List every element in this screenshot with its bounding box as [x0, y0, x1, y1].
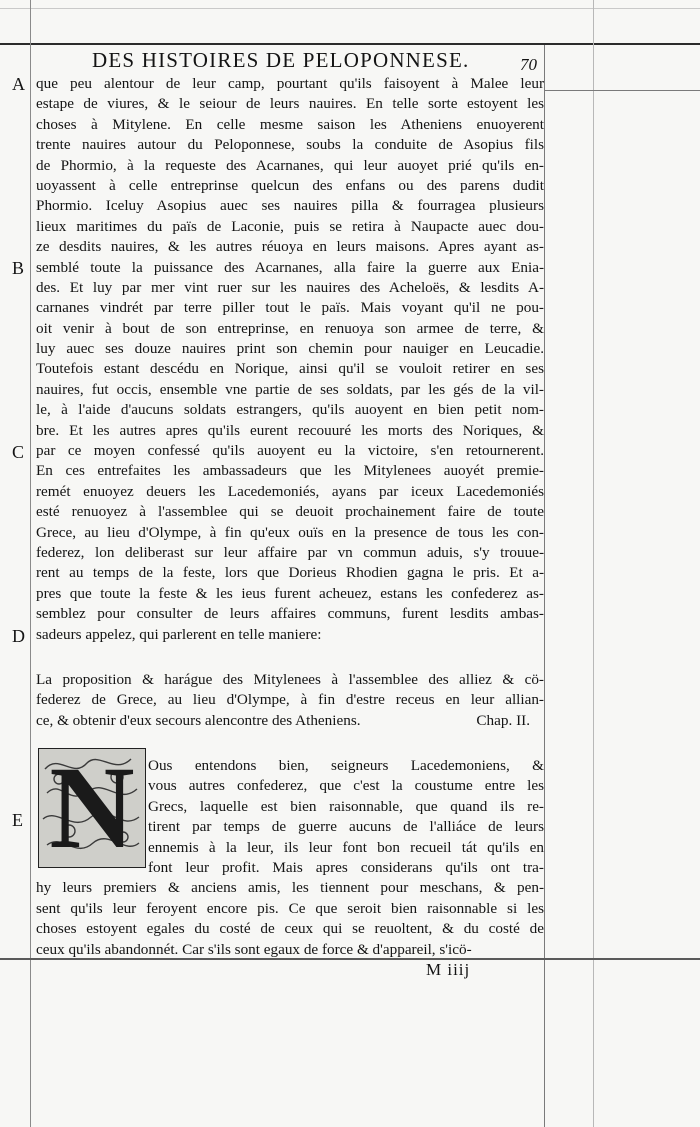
- text-line: ennemis à la leur, ils leur font bon recueil tát qu'ils en: [148, 838, 544, 856]
- text-line: federez, lon deliberast sur leur affaire par vn commun aduis, s'y trouue-: [36, 543, 544, 561]
- text-line: Toutefois estant descédu en Norique, ainsi qu'il se vouloit retirer en ses: [36, 360, 544, 378]
- text-line: des. Et luy par mer vint ruer sur les nauires des Acheloës, & lesdits A-: [36, 278, 544, 296]
- text-line: Phormio. Iceluy Asopius auec ses nauires pilla & fourragea plusieurs: [36, 197, 544, 215]
- text-line: le, à l'aide d'aucuns soldats estrangers, qu'ils auoyent en bien petit nom-: [36, 401, 544, 419]
- margin-letter-c: C: [12, 442, 25, 462]
- text-line: vous autres confederez, que c'est la coustume entre les: [148, 777, 544, 795]
- text-line: nauires, fut occis, ensemble vne partie de ses soldats, par les gés de la vil-: [36, 380, 544, 398]
- text-line: sent qu'ils leur feroyent encore pis. Ce que seroit bien raisonnable si les: [36, 899, 544, 917]
- text-line: choses estoyent egales du costé de ceux qui se reuoltent, & du costé de: [36, 920, 544, 938]
- margin-letter-d: D: [12, 626, 25, 646]
- text-line: semblez pour consulter de leurs affaires communs, furent lesdits ambas-: [36, 605, 544, 623]
- right-margin-rule: [544, 45, 545, 1127]
- body-text: [36, 74, 544, 645]
- text-line: carnanes vindrét par terre piller tout le païs. Mais voyant qu'il ne pou-: [36, 299, 544, 317]
- text-line: bre. Et les autres apres qu'ils eurent recouuré les morts des Noriques, &: [36, 421, 544, 439]
- dropcap-letter: N: [49, 748, 135, 868]
- text-line: que peu alentour de leur camp, pourtant qu'ils faisoyent à Malee leur: [36, 75, 544, 92]
- oration-text: [36, 756, 544, 960]
- margin-letter-a: A: [12, 74, 25, 94]
- text-line: rent au temps de la feste, lors que Dorieus Rhodien gagna le pris. Et a-: [36, 564, 544, 582]
- text-line: federez de Grece, au lieu d'Olympe, à fin d'estre receus en leur allian-: [36, 691, 544, 709]
- margin-letter-b: B: [12, 258, 25, 278]
- text-line: En ces entrefaites les ambassadeurs que les Mitylenees auoyét premie-: [36, 462, 544, 480]
- text-line: oit venir à bout de son entreprinse, en renuoya son armee de terre, &: [36, 319, 544, 337]
- text-line: luy auec ses douze nauires print son chemin pour nauiger en Leucadie.: [36, 340, 544, 358]
- text-line: choses à Mitylene. En celle mesme saison les Atheniens enuoyerent: [36, 115, 544, 133]
- text-line: Ous entendons bien, seigneurs Lacedemoniens, &: [148, 757, 544, 774]
- text-line: de Phormio, à la requeste des Acarnanes, qui leur auoyet prié qu'ils en-: [36, 156, 544, 174]
- page-edge-line: [0, 8, 700, 9]
- text-line: par ce moyen confessé qu'ils auoyent eu la victoire, s'en retournerent.: [36, 442, 544, 460]
- text-line: estape de viures, & le seiour de leurs nauires. En telle sorte estoyent les: [36, 95, 544, 113]
- folio-number: 70: [520, 55, 537, 74]
- text-line: ce, & obtenir d'eux secours alencontre des Atheniens.: [36, 711, 361, 729]
- text-line: Grece, au lieu d'Olympe, à fin qu'eux ouïs en la presence de tous les con-: [36, 523, 544, 541]
- text-line: semblé toute la puissance des Acarnanes, alla faire la guerre aux Enia-: [36, 258, 544, 276]
- text-line: uoyassent à celle entreprinse quelcun des enfans ou des parens dudit: [36, 176, 544, 194]
- text-line: lieux maritimes du païs de Laconie, puis se retira à Naupacte auec dou-: [36, 217, 544, 235]
- text-line: esté renuoyez à l'assemblee qui se deuoit prochainement faire de toute: [36, 503, 544, 521]
- text-line: hy leurs premiers & anciens amis, les tiennent pour meschans, & pen-: [36, 879, 544, 897]
- text-line: ze desdits nauires, & les autres réuoya en leurs maisons. Apres ayant as-: [36, 238, 544, 256]
- text-line: remét enuoyez deuers les Lacedemoniés, ayans par iceux Lacedemoniés: [36, 482, 544, 500]
- text-line: pres que toute la feste & les ieus furent acheuez, estans les confederez as-: [36, 584, 544, 602]
- signature-mark: M iiij: [426, 960, 471, 979]
- outer-margin-crossrule: [544, 90, 700, 91]
- chapter-label: Chap. II.: [476, 711, 530, 729]
- text-line: trente nauires autour du Peloponnese, soubs la conduite de Asopius fils: [36, 136, 544, 154]
- text-line: ceux qu'ils abandonnét. Car s'ils sont egaux de force & d'appareil, s'icö-: [36, 940, 472, 958]
- text-line: La proposition & harágue des Mitylenees à l'assemblee des alliez & cö-: [36, 671, 544, 688]
- header-rule: [0, 43, 700, 45]
- running-head: DES HISTOIRES DE PELOPONNESE.: [92, 48, 470, 72]
- text-line: font leur profit. Mais apres considerans qu'ils ont tra-: [148, 858, 544, 876]
- chapter-heading: [36, 670, 544, 731]
- margin-letter-e: E: [12, 810, 23, 830]
- text-line: sadeurs appelez, qui parlerent en telle maniere:: [36, 625, 322, 643]
- text-line: Grecs, laquelle est bien raisonnable, que quand ils re-: [148, 797, 544, 815]
- text-line: tirent par temps de guerre aucuns de l'alliáce de leurs: [148, 818, 544, 836]
